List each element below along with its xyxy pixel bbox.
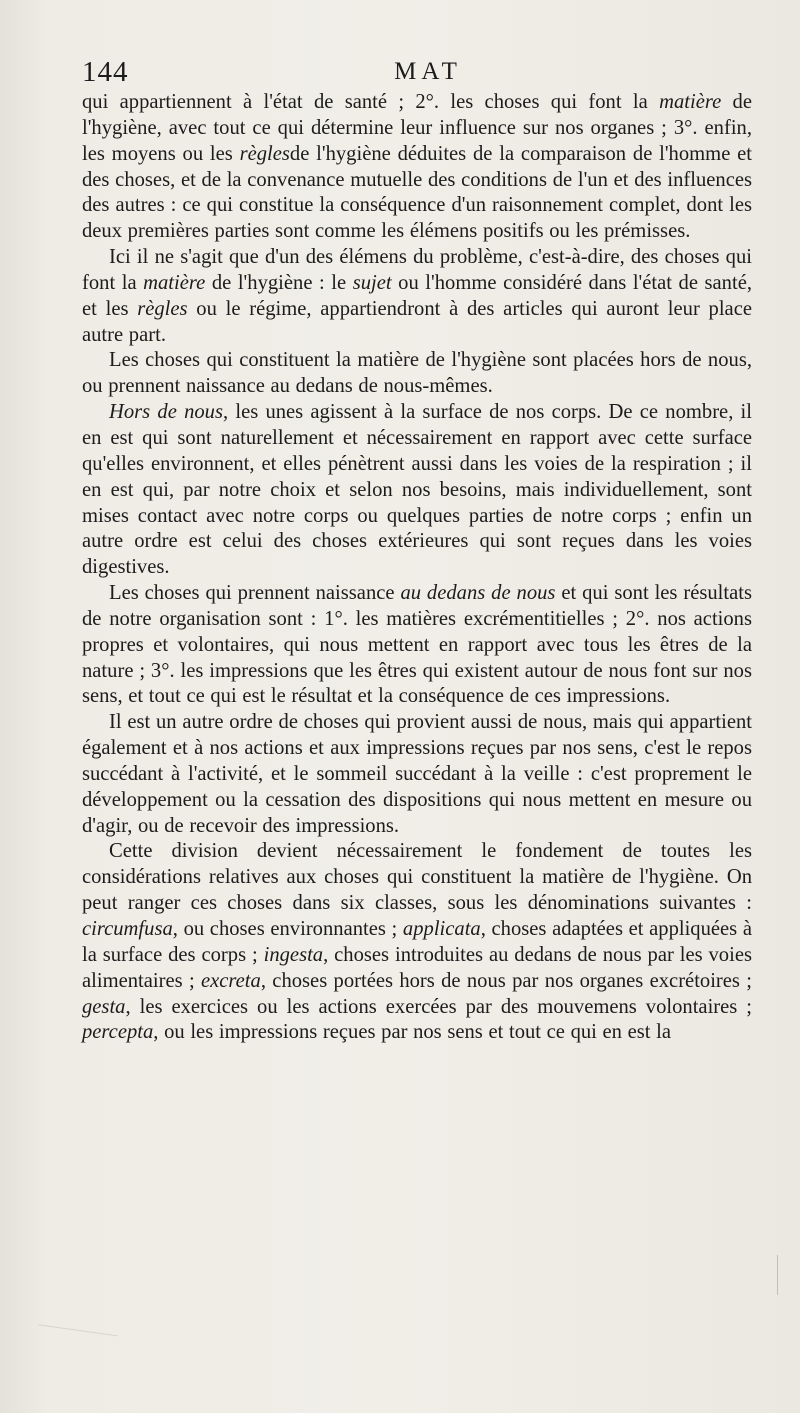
text-run: , choses introduites au dedans de nous par les voies alimentaires ; [82,943,752,992]
text-run: , les unes agissent à la surface de nos corps. De ce nombre, il en est qui sont naturellement et nécessairement en rapport avec cette surface qu'elles environnent, et elles pénètrent aussi dans les voies de la respiration ; il en est qui, par notre choix et selon nos besoins, mais individuellement, sont mises contact avec notre corps ou quelques parties de notre corps ; enfin un autre ordre est celui des choses extérieures qui sont reçues dans les voies digestives. [82,401,752,579]
italic-term: percepta [82,1021,154,1044]
italic-term: Hors de nous [109,401,223,424]
page-smudge [38,1295,122,1337]
text-run: Ici il ne s'agit que d'un des élémens du problème, c'est-à-dire, des choses qui font la [82,246,752,294]
text-run: Les choses qui constituent la matière de l'hygiène sont placées hors de nous, ou prennent naissance au dedans de nous-mêmes. [82,349,752,398]
italic-term: ingesta [263,943,324,966]
page-edge-mark [777,1255,780,1295]
text-run: ou le régime, appartiendront à des articles qui auront leur place autre part. [82,297,752,346]
paragraph [82,245,752,348]
text-run: Cette division devient nécessairement le fondement de toutes les considérations relatives aux choses qui constituent la matière de l'hygiène. On peut ranger ces choses dans six classes, sous les dénominations suivantes : [82,840,752,915]
text-run: ou l'homme considéré dans l'état de santé, et les [82,271,752,320]
italic-term: gesta [82,995,126,1018]
text-run: de l'hygiène, avec tout ce qui détermine leur influence sur nos organes ; 3°. enfin, les moyens ou les [82,91,752,165]
italic-term: matière [143,271,206,294]
italic-term: sujet [352,271,392,294]
italic-term: circumfusa [82,918,173,940]
running-head: MAT [394,58,462,85]
text-run: , ou choses environnantes ; [172,918,403,940]
italic-term: excreta [201,969,261,992]
text-run: , choses adaptées et appliquées à la surface des corps ; [82,918,752,966]
paragraph [82,90,752,245]
italic-term: règles [137,297,188,320]
text-body [82,90,752,1046]
paragraph [82,400,752,581]
text-run: de l'hygiène : le [205,271,353,294]
text-run: , ou les impressions reçues par nos sens et tout ce qui en est la [153,1021,672,1044]
page-number: 144 [82,56,129,88]
text-run: Il est un autre ordre de choses qui provient aussi de nous, mais qui appartient également et à nos actions et aux impressions reçues par nos sens, c'est le repos succédant à l'activité, et le sommeil succédant à la veille : c'est proprement le développement ou la cessation des dispositions qui nous mettent en mesure ou d'agir, ou de recevoir des impressions. [82,711,752,837]
page-header [82,54,754,90]
text-run: de l'hygiène déduites de la comparaison de l'homme et des choses, et de la convenance mutuelle des conditions de l'un et des influences des autres : ce qui constitue la conséquence d'un raisonnement complet, dont les deux premières parties sont comme les élémens positifs ou les prémisses. [82,142,752,243]
text-run: et qui sont les résultats de notre organisation sont : 1°. les matières excrémentitielles ; 2°. nos actions propres et volontaires, qui nous mettent en rapport avec tous les êtres de la nature ; 3°. les impressions que les êtres qui existent autour de nous font sur nos sens, et tout ce qui est le résultat et la conséquence de ces impressions. [82,582,752,708]
text-run: , choses portées hors de nous par nos organes excrétoires ; [260,969,752,992]
paragraph [82,710,752,839]
text-run: Les choses qui prennent naissance [109,582,401,605]
italic-term: au dedans de nous [400,582,556,605]
text-run: , les exercices ou les actions exercées par des mouvemens volontaires ; [125,995,752,1018]
italic-term: règles [239,142,290,165]
italic-term: matière [659,91,722,113]
paragraph [82,839,752,1046]
paragraph [82,581,752,710]
italic-term: applicata [402,918,481,940]
paragraph [82,348,752,400]
text-run: qui appartiennent à l'état de santé ; 2°. les choses qui font la [82,91,660,113]
